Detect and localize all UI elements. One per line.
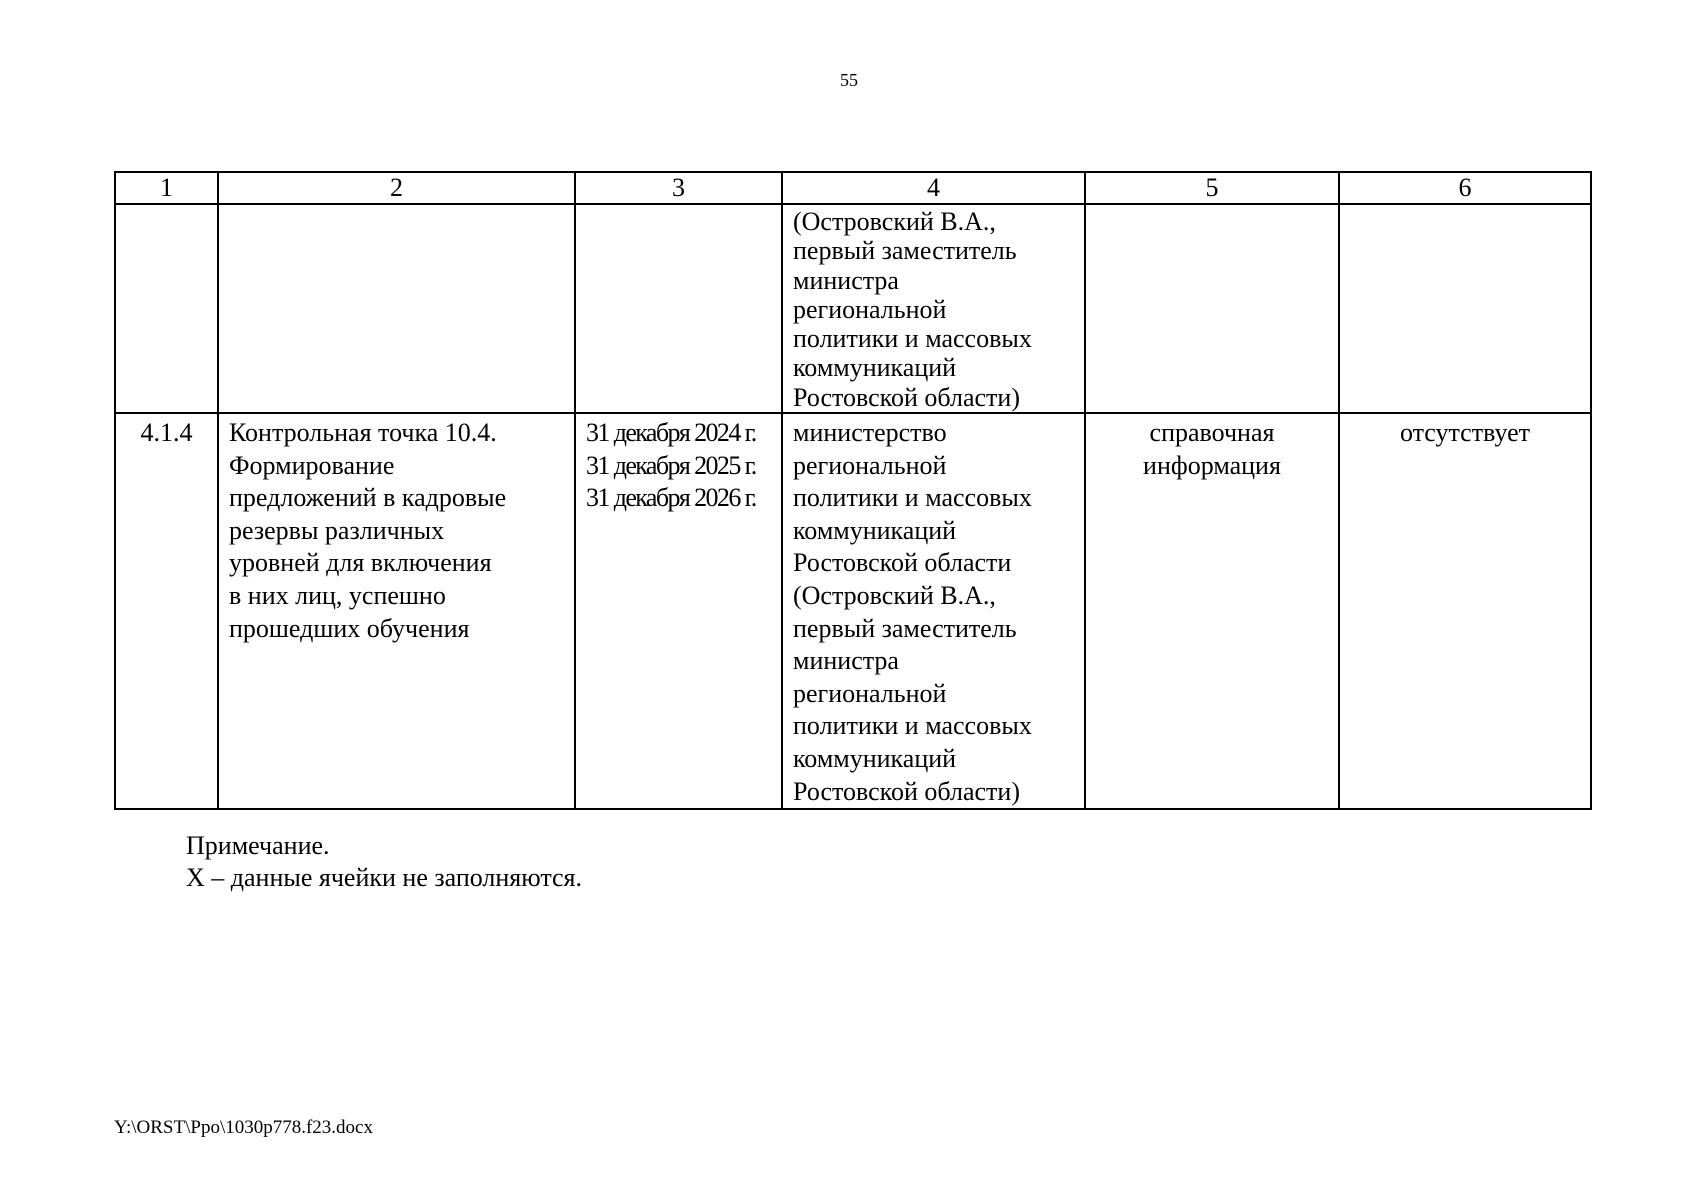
header-col-3: 3	[575, 172, 782, 204]
table-cell	[575, 204, 782, 413]
table-row	[115, 204, 1591, 413]
table-cell	[218, 204, 575, 413]
table-cell	[1085, 204, 1339, 413]
table-cell	[218, 413, 575, 809]
footer-file-path: Y:\ORST\Ppo\1030p778.f23.docx	[114, 1117, 373, 1138]
cell-dates	[576, 205, 781, 208]
cell-dates: 31 декабря 2024 г. 31 декабря 2025 г. 31 декабря 2026 г.	[586, 418, 756, 513]
document-table	[114, 171, 1592, 810]
header-col-5: 5	[1085, 172, 1339, 204]
table-cell	[1339, 413, 1591, 809]
cell-responsible: (Островский В.А., первый заместитель министра региональной политики и массовых коммуникаций Ростовской области)	[793, 207, 1032, 412]
cell-status: отсутствует	[1399, 418, 1531, 448]
header-col-4: 4	[782, 172, 1085, 204]
table-cell	[1085, 413, 1339, 809]
note-title: Примечание.	[186, 831, 330, 860]
cell-document	[1086, 205, 1338, 207]
table-cell	[115, 204, 218, 413]
table-header-row	[115, 172, 1591, 204]
note-text: Х – данные ячейки не заполняются.	[186, 863, 583, 892]
table-row	[115, 413, 1591, 809]
page-number: 55	[840, 70, 858, 90]
header-col-2: 2	[218, 172, 575, 204]
cell-number	[116, 205, 217, 207]
cell-name: Контрольная точка 10.4. Формирование предложений в кадровые резервы различных уровней для включения в них лиц, успешно прошедших обучения	[229, 418, 507, 643]
table-cell	[115, 413, 218, 809]
header-col-6: 6	[1339, 172, 1591, 204]
table-cell	[782, 204, 1085, 413]
table-cell	[575, 413, 782, 809]
table-cell	[782, 413, 1085, 809]
cell-name	[219, 205, 574, 207]
cell-responsible: министерство региональной политики и массовых коммуникаций Ростовской области (Островский В.А., первый заместитель министра региональной политики и массовых коммуникаций Ростовской области)	[793, 418, 1032, 806]
cell-status	[1340, 205, 1590, 207]
cell-document: справочная информация	[1143, 418, 1281, 480]
note-block	[186, 830, 582, 894]
table-cell	[1339, 204, 1591, 413]
header-col-1: 1	[115, 172, 218, 204]
cell-number: 4.1.4	[140, 418, 193, 448]
